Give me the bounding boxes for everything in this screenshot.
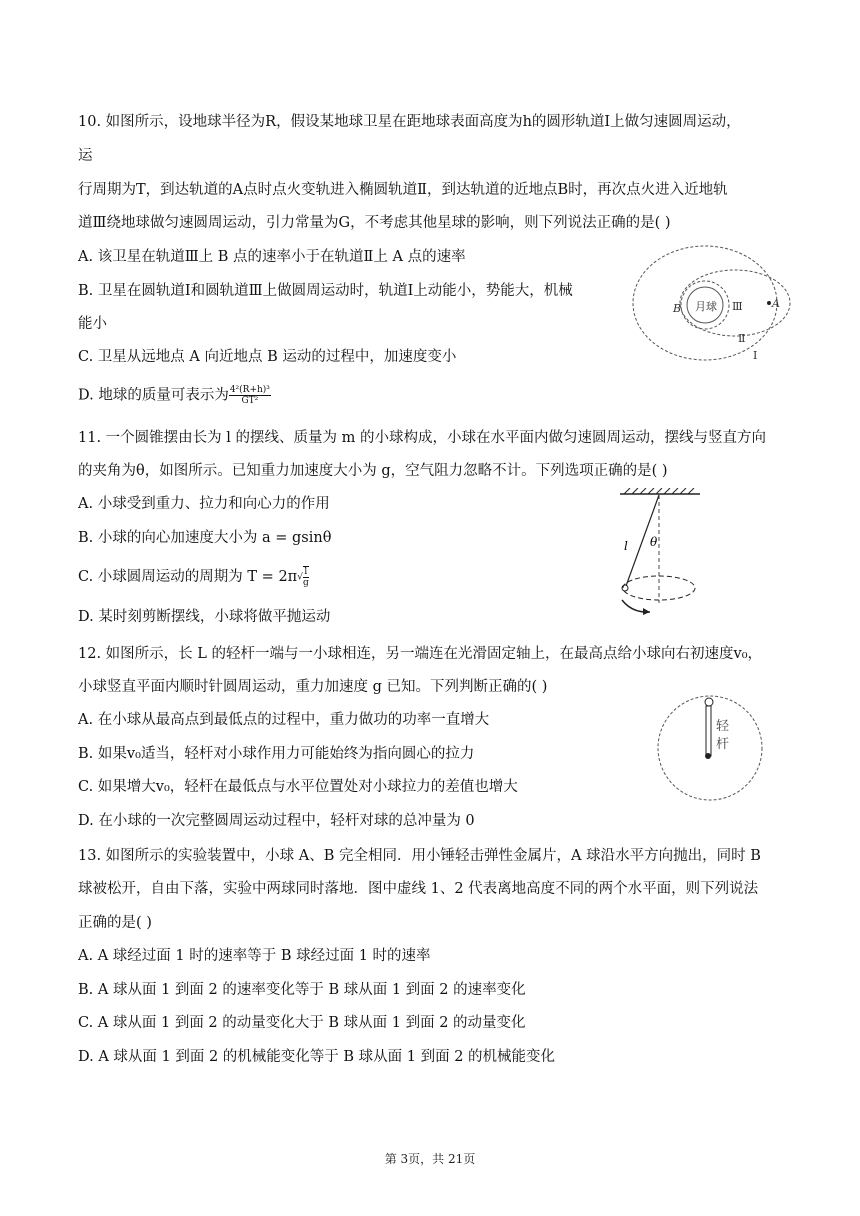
point-a-label: A xyxy=(772,297,780,310)
q12-option-c: C. 如果增大v₀，轻杆在最低点与水平位置处对小球拉力的差值也增大 xyxy=(78,779,518,795)
rod-label-2: 杆 xyxy=(716,737,730,752)
q11-option-a: A. 小球受到重力、拉力和向心力的作用 xyxy=(78,496,330,512)
q10-stem-line-1: 10. 如图所示，设地球半径为R，假设某地球卫星在距地球表面高度为h的圆形轨道Ⅰ上做匀速圆周运动， xyxy=(78,114,741,130)
q13-option-a: A. A 球经过面 1 时的速率等于 B 球经过面 1 时的速率 xyxy=(78,948,431,964)
q11-fraction-denominator: g xyxy=(302,578,309,588)
q11-stem-line-1: 11. 一个圆锥摆由长为 l 的摆线、质量为 m 的小球构成，小球在水平面内做匀速圆周运动，摆线与竖直方向 xyxy=(78,430,766,446)
q13-option-c: C. A 球从面 1 到面 2 的动量变化大于 B 球从面 1 到面 2 的动量变化 xyxy=(78,1015,526,1031)
q13-stem-line-1: 13. 如图所示的实验装置中，小球 A、B 完全相同．用小锤轻击弹性金属片，A 球沿水平方向抛出，同时 B xyxy=(78,848,761,864)
q12-option-a: A. 在小球从最高点到最低点的过程中，重力做功的功率一直增大 xyxy=(78,712,490,728)
q12-stem-line-1: 12. 如图所示，长 L 的轻杆一端与一小球相连，另一端连在光滑固定轴上，在最高点给小球向右初速度v₀， xyxy=(78,646,763,662)
rod-axle xyxy=(705,753,711,759)
orbit-iii-label: Ⅲ xyxy=(732,300,743,313)
q13-stem-line-2: 球被松开，自由下落，实验中两球同时落地．图中虚线 1、2 代表离地高度不同的两个水平面，则下列说法 xyxy=(78,881,759,897)
q10-option-b-line-1: B. 卫星在圆轨道Ⅰ和圆轨道Ⅲ上做圆周运动时，轨道Ⅰ上动能小，势能大，机械 xyxy=(78,283,573,299)
q10-fraction-denominator: GT² xyxy=(241,396,259,406)
q12-option-d: D. 在小球的一次完整圆周运动过程中，轻杆对球的总冲量为 0 xyxy=(78,813,475,829)
q11-sqrt: √ $\frac{l}{g}$ xyxy=(297,567,309,588)
moon-label: 月球 xyxy=(695,300,717,313)
q11-option-b: B. 小球的向心加速度大小为 a = gsinθ xyxy=(78,530,332,546)
q10-mass-fraction xyxy=(229,385,271,406)
q11-option-c-prefix: C. 小球圆周运动的周期为 T = 2π xyxy=(78,569,298,585)
q10-option-a: A. 该卫星在轨道Ⅲ上 B 点的速率小于在轨道Ⅱ上 A 点的速率 xyxy=(78,249,466,265)
q11-fraction-numerator: l xyxy=(304,567,308,577)
rod-label-1: 轻 xyxy=(716,719,730,734)
rod-figure xyxy=(650,690,770,810)
orbit-i-label: Ⅰ xyxy=(753,349,758,362)
q10-stem-line-4: 道Ⅲ绕地球做匀速圆周运动，引力常量为G，不考虑其他星球的影响，则下列说法正确的是( ) xyxy=(78,215,671,231)
q13-option-b: B. A 球从面 1 到面 2 的速率变化等于 B 球从面 1 到面 2 的速率变化 xyxy=(78,982,526,998)
q10-stem-line-3: 行周期为T，到达轨道的A点时点火变轨进入椭圆轨道Ⅱ，到达轨道的近地点B时，再次点火进入近地轨 xyxy=(78,182,728,198)
q10-option-b-line-2: 能小 xyxy=(78,316,107,332)
length-label: l xyxy=(624,539,628,553)
q11-option-d: D. 某时刻剪断摆线，小球将做平抛运动 xyxy=(78,609,331,625)
q10-option-c: C. 卫星从远地点 A 向近地点 B 运动的过程中，加速度变小 xyxy=(78,349,457,365)
theta-label: θ xyxy=(650,535,658,549)
point-b-label: B xyxy=(673,302,682,315)
light-rod xyxy=(706,706,711,756)
q11-option-c xyxy=(78,566,309,588)
q10-option-d-prefix: D. 地球的质量可表示为 xyxy=(78,387,229,404)
q11-stem-line-2: 的夹角为θ，如图所示。已知重力加速度大小为 g，空气阻力忽略不计。下列选项正确的是( ) xyxy=(78,463,668,479)
q10-option-d xyxy=(78,385,271,406)
orbit-figure xyxy=(625,240,795,370)
q10-stem-line-2: 运 xyxy=(78,148,93,164)
q12-stem-line-2: 小球竖直平面内顺时针圆周运动，重力加速度 g 已知。下列判断正确的( ) xyxy=(78,679,548,695)
q12-option-b: B. 如果v₀适当，轻杆对小球作用力可能始终为指向圆心的拉力 xyxy=(78,746,475,762)
orbit-ii-label: Ⅱ xyxy=(738,332,746,345)
q13-option-d: D. A 球从面 1 到面 2 的机械能变化等于 B 球从面 1 到面 2 的机械能变化 xyxy=(78,1049,556,1065)
rod-ball xyxy=(705,698,713,706)
pendulum-figure xyxy=(612,488,722,623)
q13-stem-line-3: 正确的是( ) xyxy=(78,915,152,931)
point-a xyxy=(767,301,771,305)
page-footer: 第 3页，共 21页 xyxy=(384,1152,476,1166)
q10-fraction-numerator: 4²(R+h)³ xyxy=(229,385,270,395)
